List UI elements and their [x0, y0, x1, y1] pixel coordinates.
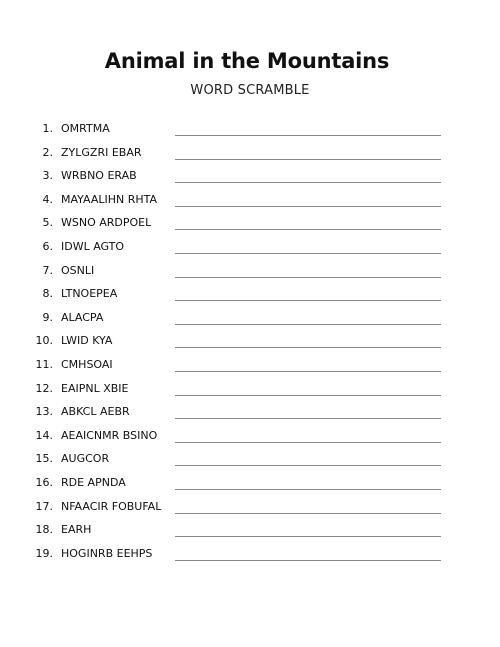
- answer-line[interactable]: [175, 536, 441, 537]
- list-item: [0, 307, 500, 331]
- item-number: 18.: [35, 523, 53, 537]
- list-item: [0, 260, 500, 284]
- scrambled-word: LWID KYA: [61, 334, 113, 348]
- answer-line[interactable]: [175, 465, 441, 466]
- item-number: 11.: [35, 357, 53, 371]
- scrambled-word: IDWL AGTO: [61, 239, 125, 253]
- answer-line[interactable]: [175, 229, 441, 230]
- list-item: [0, 496, 500, 520]
- list-item: [0, 330, 500, 354]
- worksheet-title: Animal in the Mountains: [104, 49, 390, 73]
- scrambled-word: HOGINRB EEHPS: [61, 546, 153, 560]
- answer-line[interactable]: [175, 560, 441, 561]
- item-number: 1.: [42, 122, 53, 135]
- answer-line[interactable]: [175, 347, 441, 348]
- list-item: [0, 142, 500, 166]
- scrambled-word: NFAACIR FOBUFAL: [61, 499, 162, 513]
- answer-line[interactable]: [175, 135, 441, 136]
- scrambled-word: ALACPA: [61, 310, 104, 324]
- list-item: [0, 283, 500, 307]
- answer-line[interactable]: [175, 324, 441, 325]
- answer-line[interactable]: [175, 206, 441, 207]
- item-number: 12.: [35, 381, 53, 395]
- scrambled-word: LTNOEPEA: [61, 287, 118, 301]
- item-number: 8.: [42, 287, 53, 301]
- scrambled-word: RDE APNDA: [61, 475, 126, 489]
- answer-line[interactable]: [175, 395, 441, 396]
- answer-line[interactable]: [175, 513, 441, 514]
- scramble-list: [0, 118, 500, 566]
- item-number: 10.: [35, 334, 53, 348]
- item-number: 6.: [42, 239, 53, 253]
- scrambled-word: WRBNO ERAB: [61, 169, 137, 183]
- answer-line[interactable]: [175, 253, 441, 254]
- scrambled-word: WSNO ARDPOEL: [61, 216, 152, 230]
- item-number: 3.: [42, 169, 53, 183]
- answer-line[interactable]: [175, 159, 441, 160]
- answer-line[interactable]: [175, 418, 441, 419]
- answer-line[interactable]: [175, 489, 441, 490]
- list-item: [0, 118, 500, 142]
- answer-line[interactable]: [175, 442, 441, 443]
- list-item: [0, 425, 500, 449]
- answer-line[interactable]: [175, 371, 441, 372]
- scrambled-word: AUGCOR: [61, 452, 110, 466]
- list-item: [0, 543, 500, 567]
- item-number: 15.: [35, 452, 53, 466]
- scrambled-word: CMHSOAI: [61, 357, 113, 371]
- answer-line[interactable]: [175, 182, 441, 183]
- item-number: 9.: [42, 310, 53, 324]
- item-number: 4.: [42, 192, 53, 206]
- item-number: 14.: [35, 428, 53, 442]
- item-number: 7.: [42, 263, 53, 277]
- scrambled-word: ABKCL AEBR: [61, 405, 130, 419]
- item-number: 19.: [35, 546, 53, 560]
- list-item: [0, 519, 500, 543]
- item-number: 16.: [35, 475, 53, 489]
- list-item: [0, 212, 500, 236]
- list-item: [0, 448, 500, 472]
- answer-line[interactable]: [175, 277, 441, 278]
- item-number: 5.: [42, 216, 53, 230]
- scrambled-word: OSNLI: [61, 263, 95, 277]
- list-item: [0, 378, 500, 402]
- list-item: [0, 401, 500, 425]
- list-item: [0, 354, 500, 378]
- list-item: [0, 236, 500, 260]
- scrambled-word: AEAICNMR BSINO: [61, 428, 158, 442]
- worksheet-subtitle: WORD SCRAMBLE: [190, 83, 310, 98]
- scrambled-word: ZYLGZRI EBAR: [61, 145, 142, 159]
- scrambled-word: EAIPNL XBIE: [61, 381, 129, 395]
- scrambled-word: MAYAALIHN RHTA: [61, 192, 158, 206]
- list-item: [0, 189, 500, 213]
- item-number: 13.: [35, 405, 53, 419]
- item-number: 17.: [35, 499, 53, 513]
- scrambled-word: OMRTMA: [61, 122, 110, 135]
- answer-line[interactable]: [175, 300, 441, 301]
- item-number: 2.: [42, 145, 53, 159]
- scrambled-word: EARH: [61, 523, 92, 537]
- list-item: [0, 472, 500, 496]
- list-item: [0, 165, 500, 189]
